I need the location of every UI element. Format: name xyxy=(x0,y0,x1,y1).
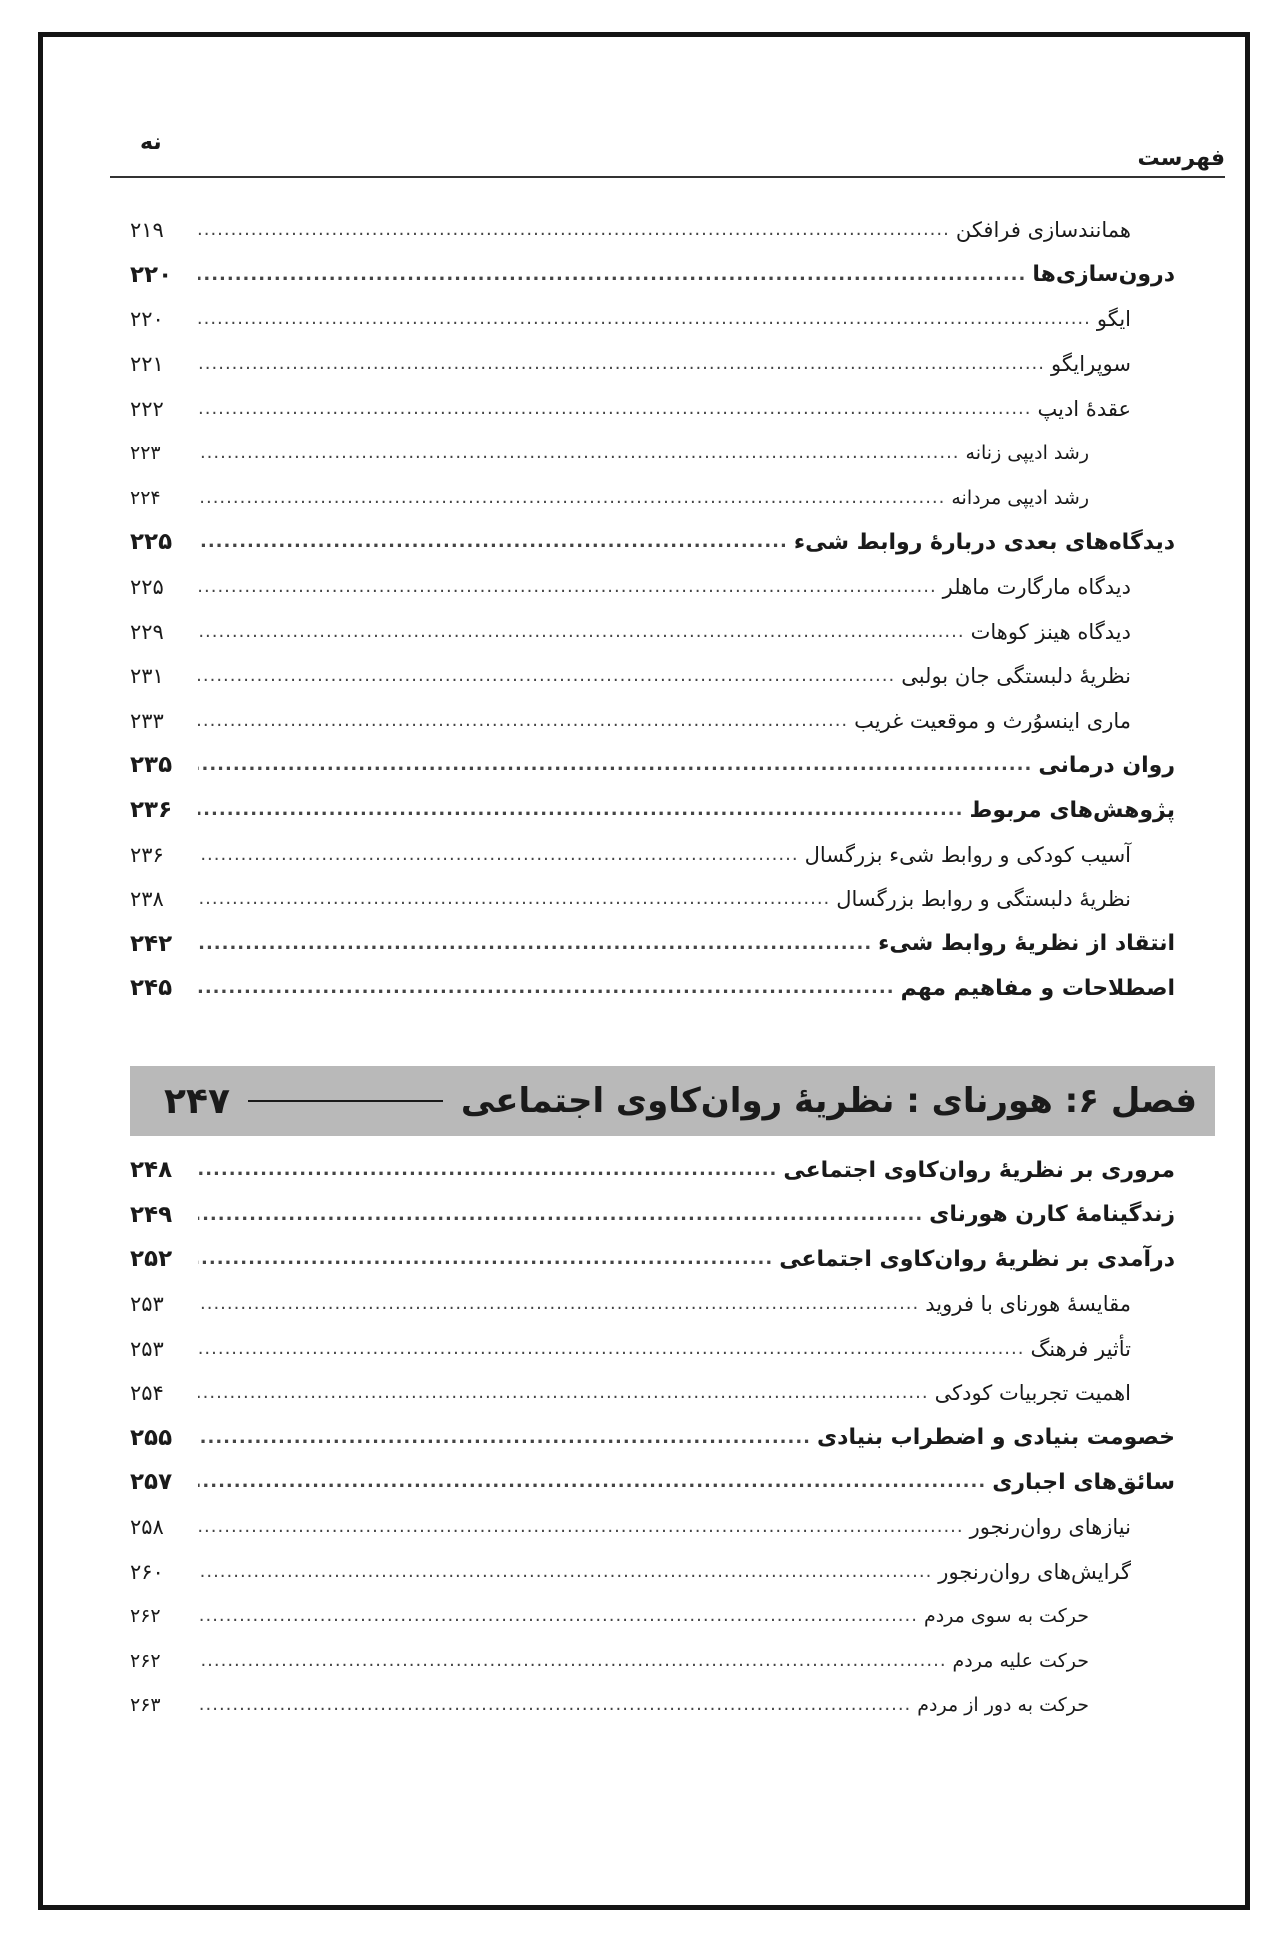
toc-entry-page-number: ۲۲۰ xyxy=(130,261,173,288)
toc-entry-label: دیدگاه هینز کوهات xyxy=(970,619,1131,644)
toc-entry[interactable] xyxy=(130,1683,1175,1728)
toc-entry-page-number: ۲۲۴ xyxy=(130,486,161,509)
toc-entry[interactable] xyxy=(130,1639,1175,1684)
dot-leader xyxy=(198,1340,1024,1358)
dot-leader xyxy=(198,489,945,507)
toc-entry[interactable] xyxy=(130,743,1175,788)
toc-entry-label: دیدگاه مارگارت ماهلر xyxy=(942,575,1131,600)
toc-entry-page-number: ۲۳۶ xyxy=(130,797,173,824)
toc-entry-label: مقایسهٔ هورنای با فروید xyxy=(925,1292,1131,1317)
toc-entry-page-number: ۲۴۹ xyxy=(130,1201,173,1228)
toc-entry-label: سائق‌های اجباری xyxy=(992,1469,1175,1495)
toc-entry-label: نظریهٔ دلبستگی جان بولبی xyxy=(901,664,1131,689)
toc-entry-page-number: ۲۳۱ xyxy=(130,664,164,689)
toc-entry-page-number: ۲۲۵ xyxy=(130,575,164,600)
dot-leader xyxy=(198,623,965,641)
toc-entry[interactable] xyxy=(130,699,1175,744)
toc-entry-page-number: ۲۳۸ xyxy=(130,887,164,912)
header-title: فهرست xyxy=(1137,146,1225,171)
dot-leader xyxy=(198,400,1031,418)
toc-entry[interactable] xyxy=(130,1371,1175,1416)
toc-entry-page-number: ۲۲۵ xyxy=(130,529,173,556)
toc-entry-page-number: ۲۵۲ xyxy=(130,1246,173,1273)
toc-entry-label: آسیب کودکی و روابط شیء بزرگسال xyxy=(804,842,1131,867)
toc-entry-page-number: ۲۲۰ xyxy=(130,307,164,332)
toc-entry[interactable] xyxy=(130,1505,1175,1550)
dot-leader xyxy=(198,1652,947,1670)
dot-leader xyxy=(198,444,960,462)
toc-entry-page-number: ۲۶۲ xyxy=(130,1649,161,1672)
toc-entry[interactable] xyxy=(130,386,1175,431)
dot-leader xyxy=(198,1607,918,1625)
toc-entry-label: تأثیر فرهنگ xyxy=(1030,1336,1131,1361)
toc-entry-label: ماری اینسوُرث و موقعیت غریب xyxy=(854,708,1131,733)
toc-entry[interactable] xyxy=(130,342,1175,387)
toc-entry-label: حرکت علیه مردم xyxy=(952,1649,1089,1672)
toc-entry[interactable] xyxy=(130,1594,1175,1639)
dot-leader xyxy=(198,221,950,239)
dot-leader xyxy=(198,712,848,730)
toc-entry-label: دیدگاه‌های بعدی دربارهٔ روابط شیء xyxy=(793,529,1175,555)
toc-entry[interactable] xyxy=(130,253,1175,298)
toc-entry-label: اصطلاحات و مفاهیم مهم xyxy=(900,975,1175,1001)
chapter-title: فصل ۶: هورنای : نظریهٔ روان‌کاوی اجتماعی xyxy=(460,1081,1197,1121)
dot-leader xyxy=(198,1295,919,1313)
toc-entry-label: درون‌سازی‌ها xyxy=(1032,262,1175,288)
chapter-heading[interactable] xyxy=(130,1066,1215,1136)
chapter-rule xyxy=(248,1100,443,1102)
toc-entry[interactable] xyxy=(130,1460,1175,1505)
toc-entry-page-number: ۲۶۳ xyxy=(130,1694,161,1717)
toc-entry[interactable] xyxy=(130,832,1175,877)
toc-entry-label: انتقاد از نظریهٔ روابط شیء xyxy=(878,931,1175,957)
toc-entry-label: همانندسازی فرافکن xyxy=(955,218,1131,243)
toc-entry-label: خصومت بنیادی و اضطراب بنیادی xyxy=(817,1425,1175,1451)
toc-entry-label: گرایش‌های روان‌رنجور xyxy=(938,1559,1131,1584)
dot-leader xyxy=(198,1250,773,1268)
dot-leader xyxy=(198,890,830,908)
dot-leader xyxy=(198,266,1026,284)
toc-entry[interactable] xyxy=(130,431,1175,476)
dot-leader xyxy=(198,801,963,819)
toc-entry[interactable] xyxy=(130,1148,1175,1193)
toc-entry-page-number: ۲۱۹ xyxy=(130,218,164,243)
toc-entry[interactable] xyxy=(130,476,1175,521)
toc-entry-page-number: ۲۵۴ xyxy=(130,1381,164,1406)
dot-leader xyxy=(198,310,1091,328)
toc-entry-label: روان درمانی xyxy=(1038,752,1175,778)
toc-entry[interactable] xyxy=(130,1237,1175,1282)
toc-entry-label: عقدهٔ ادیپ xyxy=(1037,396,1131,421)
toc-entry-label: رشد ادیپی زنانه xyxy=(965,442,1089,465)
toc-entry-label: زندگینامهٔ کارن هورنای xyxy=(929,1202,1175,1228)
dot-leader xyxy=(198,578,937,596)
toc-entry-label: حرکت به دور از مردم xyxy=(917,1694,1089,1717)
toc-entry[interactable] xyxy=(130,520,1175,565)
chapter-page-number: ۲۴۷ xyxy=(164,1080,230,1122)
toc-entry-page-number: ۲۴۵ xyxy=(130,975,173,1002)
toc-entry[interactable] xyxy=(130,1326,1175,1371)
toc-entry[interactable] xyxy=(130,1549,1175,1594)
toc-entry[interactable] xyxy=(130,609,1175,654)
dot-leader xyxy=(198,1563,932,1581)
toc-entry-label: اهمیت تجربیات کودکی xyxy=(934,1381,1131,1406)
toc-entry-page-number: ۲۲۹ xyxy=(130,619,164,644)
toc-entry[interactable] xyxy=(130,788,1175,833)
dot-leader xyxy=(198,756,1032,774)
toc-entry-page-number: ۲۵۳ xyxy=(130,1292,164,1317)
toc-entry-label: ایگو xyxy=(1096,307,1131,332)
toc-entry-label: رشد ادیپی مردانه xyxy=(951,486,1089,509)
toc-entry[interactable] xyxy=(130,877,1175,922)
toc-entry-label: درآمدی بر نظریهٔ روان‌کاوی اجتماعی xyxy=(779,1246,1175,1272)
toc-entry-page-number: ۲۵۷ xyxy=(130,1469,173,1496)
toc-section-1 xyxy=(130,208,1175,1011)
toc-entry[interactable] xyxy=(130,1193,1175,1238)
toc-entry-page-number: ۲۲۳ xyxy=(130,442,161,465)
toc-entry-page-number: ۲۵۵ xyxy=(130,1424,173,1451)
toc-entry-label: پژوهش‌های مربوط xyxy=(969,797,1175,823)
toc-entry-page-number: ۲۴۲ xyxy=(130,930,173,957)
dot-leader xyxy=(198,979,895,997)
toc-entry[interactable] xyxy=(130,1416,1175,1461)
toc-entry-page-number: ۲۳۶ xyxy=(130,842,164,867)
toc-entry-page-number: ۲۵۸ xyxy=(130,1515,164,1540)
dot-leader xyxy=(198,1161,777,1179)
dot-leader xyxy=(198,1518,964,1536)
dot-leader xyxy=(198,846,799,864)
dot-leader xyxy=(198,667,895,685)
toc-entry-page-number: ۲۴۸ xyxy=(130,1157,173,1184)
toc-entry-label: نظریهٔ دلبستگی و روابط بزرگسال xyxy=(836,887,1131,912)
dot-leader xyxy=(198,533,788,551)
toc-entry-page-number: ۲۳۵ xyxy=(130,752,173,779)
toc-entry[interactable] xyxy=(130,565,1175,610)
dot-leader xyxy=(198,1429,811,1447)
dot-leader xyxy=(198,1696,911,1714)
toc-entry[interactable] xyxy=(130,654,1175,699)
toc-entry[interactable] xyxy=(130,208,1175,253)
toc-entry[interactable] xyxy=(130,297,1175,342)
page-header xyxy=(110,126,1225,178)
toc-entry-label: سوپرایگو xyxy=(1050,352,1131,377)
toc-entry[interactable] xyxy=(130,966,1175,1011)
toc-entry-page-number: ۲۶۲ xyxy=(130,1605,161,1628)
dot-leader xyxy=(198,1473,986,1491)
toc-entry-page-number: ۲۵۳ xyxy=(130,1336,164,1361)
toc-entry-page-number: ۲۲۱ xyxy=(130,352,164,377)
toc-entry-page-number: ۲۲۲ xyxy=(130,396,164,421)
toc-entry-label: نیازهای روان‌رنجور xyxy=(969,1515,1131,1540)
dot-leader xyxy=(198,1206,923,1224)
toc-section-2 xyxy=(130,1148,1175,1728)
toc-entry-label: مروری بر نظریهٔ روان‌کاوی اجتماعی xyxy=(783,1157,1175,1183)
toc-entry-page-number: ۲۶۰ xyxy=(130,1559,164,1584)
toc-entry[interactable] xyxy=(130,1282,1175,1327)
dot-leader xyxy=(198,935,872,953)
toc-entry-page-number: ۲۳۳ xyxy=(130,708,164,733)
dot-leader xyxy=(198,1384,929,1402)
toc-entry-label: حرکت به سوی مردم xyxy=(923,1605,1089,1628)
dot-leader xyxy=(198,355,1045,373)
header-page-number: نه xyxy=(140,130,162,155)
toc-entry[interactable] xyxy=(130,922,1175,967)
